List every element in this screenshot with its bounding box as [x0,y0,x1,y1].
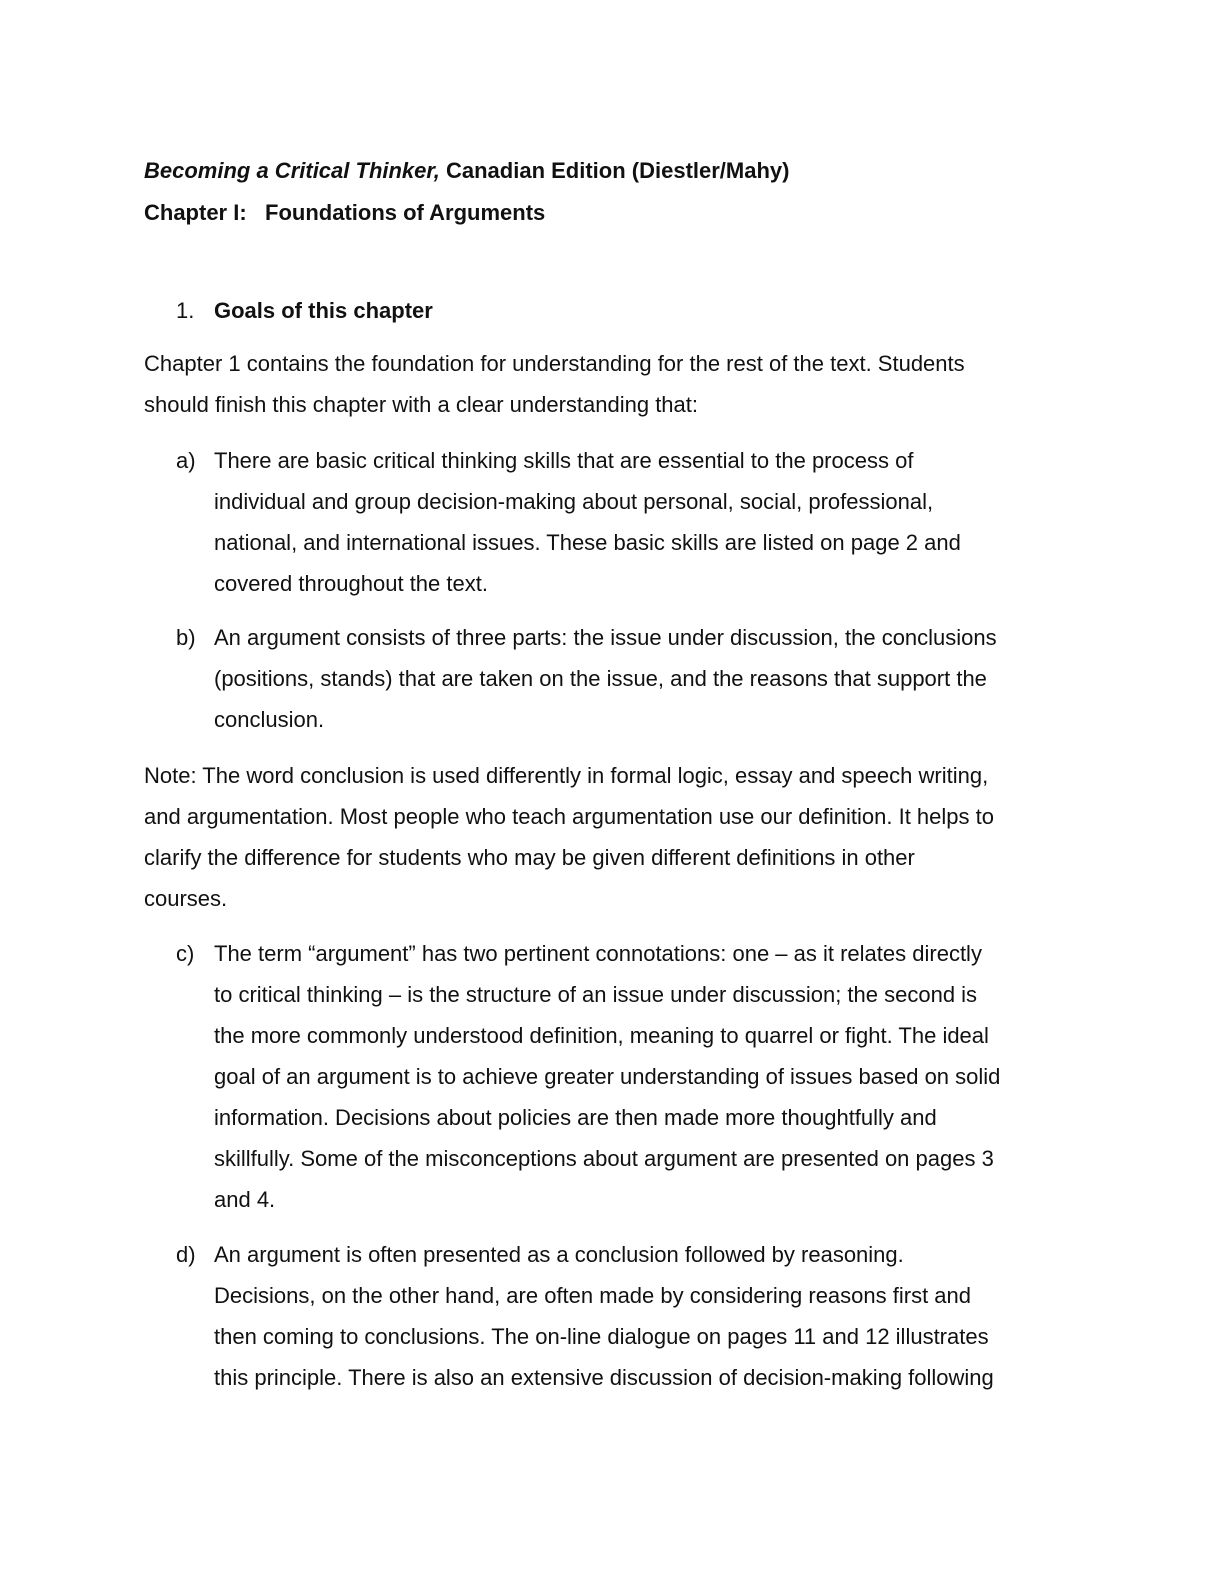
list-item-b [176,617,1096,740]
note-paragraph [144,755,1104,919]
list-item-line: then coming to conclusions. The on-line dialogue on pages 11 and 12 illustrates [214,1324,989,1349]
paragraph-line: and argumentation. Most people who teach argumentation use our definition. It helps to [144,804,994,829]
list-item-line: skillfully. Some of the misconceptions about argument are presented on pages 3 [214,1146,994,1171]
paragraph-line: Note: The word conclusion is used differently in formal logic, essay and speech writing, [144,763,989,788]
list-item-line: the more commonly understood definition, meaning to quarrel or fight. The ideal [214,1023,989,1048]
chapter-title: Chapter I: Foundations of Arguments [144,200,546,225]
section-number: 1. [176,298,195,323]
list-item-line: individual and group decision-making about personal, social, professional, [214,489,934,514]
book-title: Becoming a Critical Thinker, [144,158,440,183]
paragraph-line: Chapter 1 contains the foundation for understanding for the rest of the text. Students [144,351,965,376]
list-item-line: There are basic critical thinking skills that are essential to the process of [214,448,914,473]
list-marker: c) [176,941,195,966]
list-item-line: goal of an argument is to achieve greater understanding of issues based on solid [214,1064,1001,1089]
list-item-line: The term “argument” has two pertinent connotations: one – as it relates directly [214,941,982,966]
list-marker: a) [176,448,196,473]
paragraph-line: courses. [144,886,228,911]
list-item-line: Decisions, on the other hand, are often made by considering reasons first and [214,1283,972,1308]
paragraph-line: should finish this chapter with a clear understanding that: [144,392,698,417]
list-item-line: information. Decisions about policies are then made more thoughtfully and [214,1105,937,1130]
book-title-line [144,154,1104,188]
list-marker: d) [176,1242,196,1267]
list-item-a [176,440,1096,604]
list-item-line: An argument consists of three parts: the issue under discussion, the conclusions [214,625,997,650]
list-item-line: this principle. There is also an extensive discussion of decision-making following [214,1365,994,1390]
list-item-line: conclusion. [214,707,325,732]
list-item-line: national, and international issues. These basic skills are listed on page 2 and [214,530,961,555]
list-item-line: and 4. [214,1187,276,1212]
section-title: Goals of this chapter [214,298,433,323]
paragraph-line: clarify the difference for students who may be given different definitions in other [144,845,915,870]
list-item-d [176,1234,1096,1398]
document-header [144,154,1104,230]
list-marker: b) [176,625,196,650]
list-item-line: An argument is often presented as a conclusion followed by reasoning. [214,1242,904,1267]
list-item-line: to critical thinking – is the structure of an issue under discussion; the second is [214,982,978,1007]
list-item-line: (positions, stands) that are taken on the issue, and the reasons that support the [214,666,987,691]
section-heading-goals [176,294,433,328]
intro-paragraph [144,343,1104,425]
edition-info: Canadian Edition (Diestler/Mahy) [439,158,790,183]
list-item-c [176,933,1096,1220]
list-item-line: covered throughout the text. [214,571,488,596]
